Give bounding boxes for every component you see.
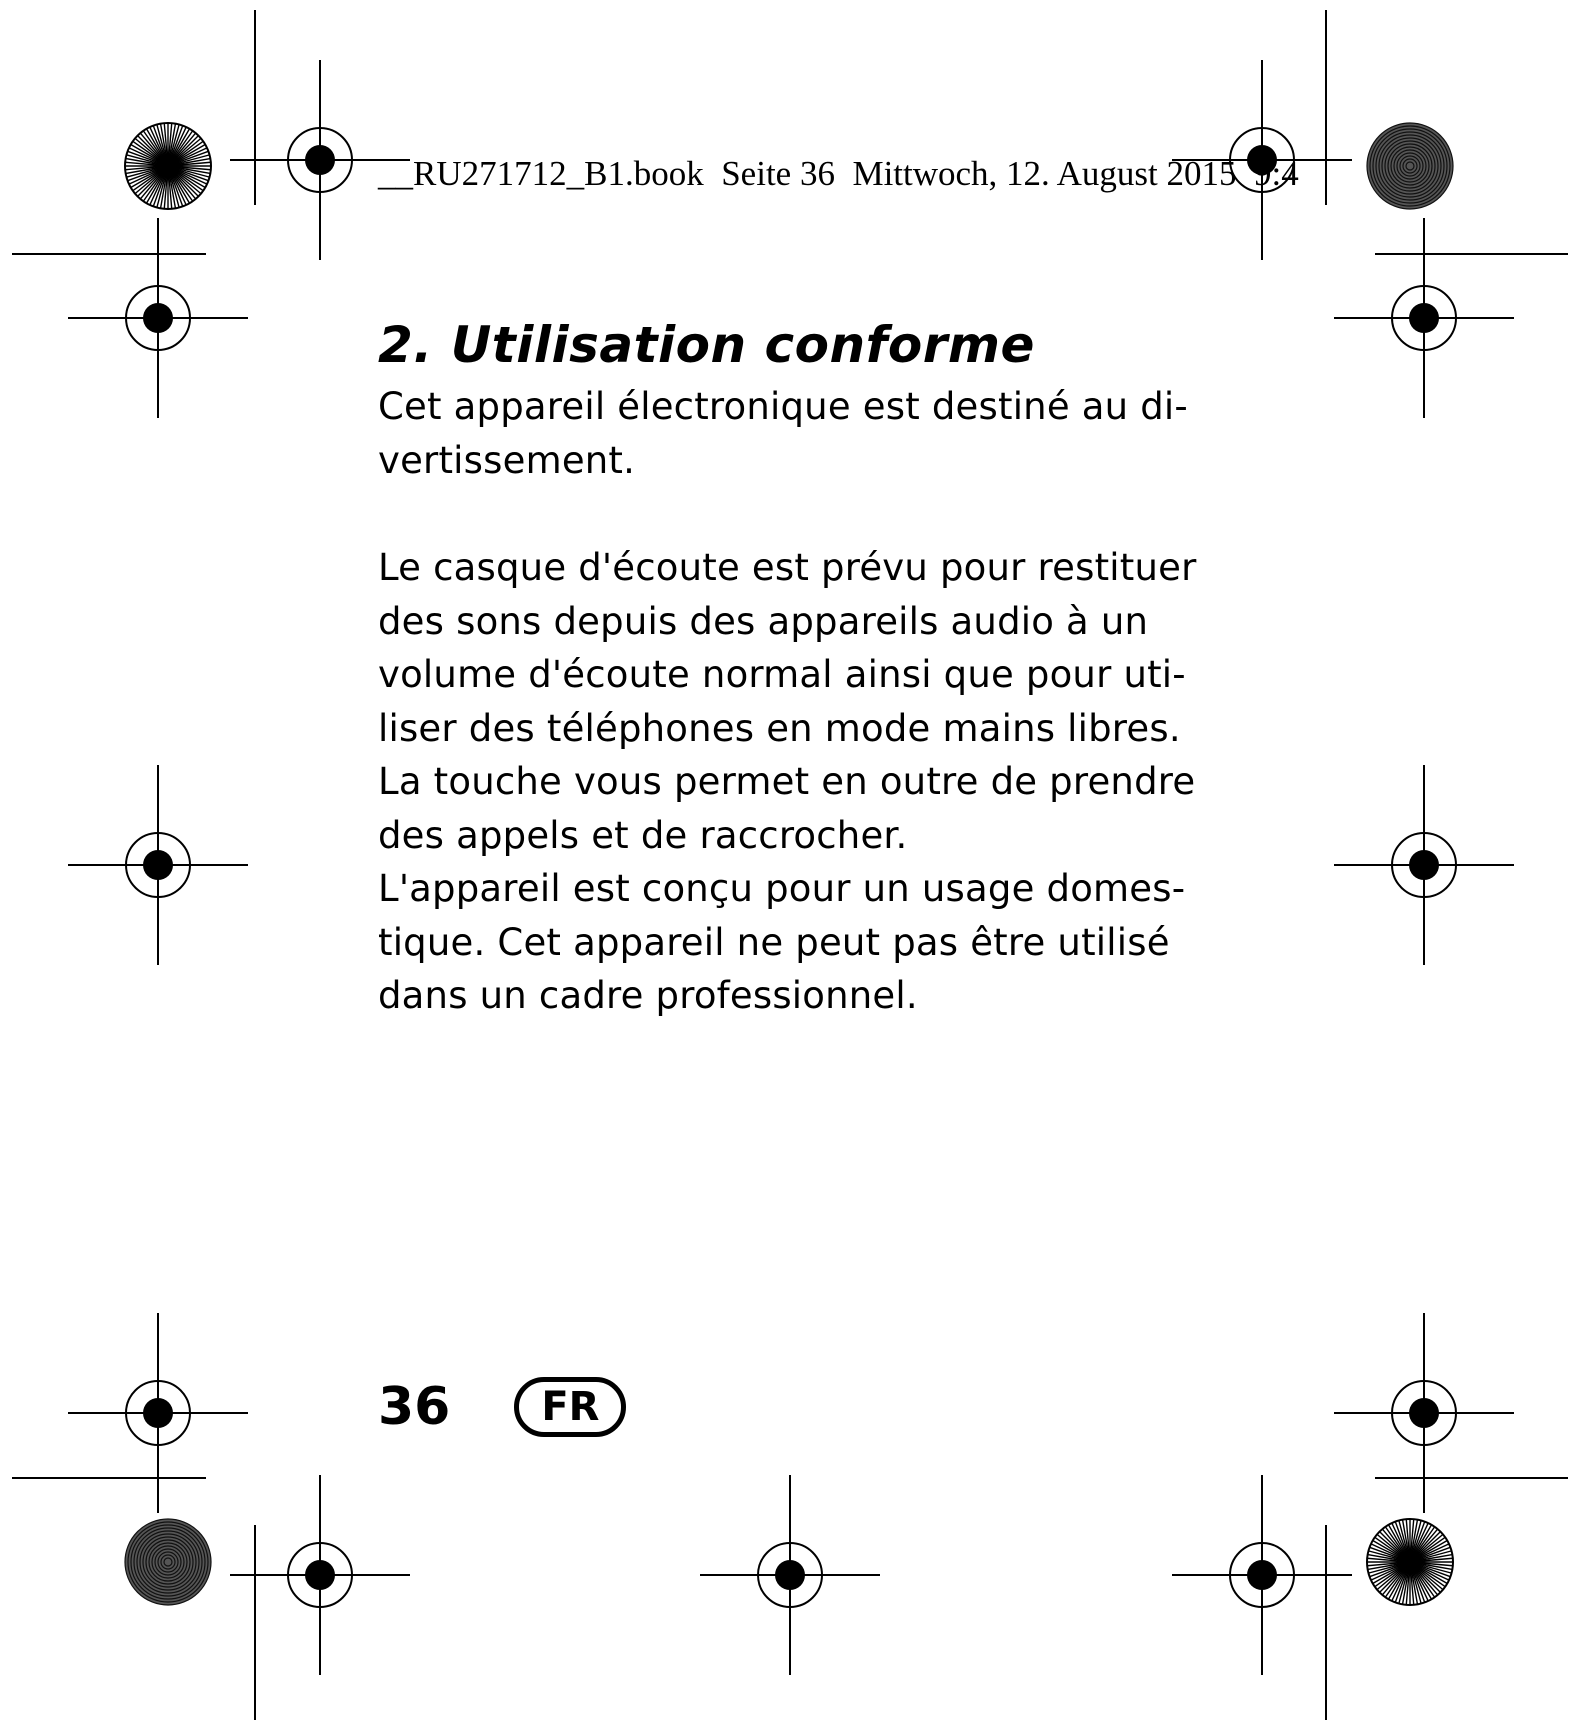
registration-target-icon [68, 765, 248, 965]
paragraph-intended-purpose [378, 380, 1198, 487]
paragraph-call-button [378, 755, 1198, 862]
text-line: Le casque d'écoute est prévu pour restituer [378, 546, 1197, 589]
starburst-mark-icon [125, 123, 211, 209]
registration-target-icon [68, 218, 248, 418]
text-line: vertissement. [378, 438, 636, 482]
registration-target-icon [68, 1313, 248, 1513]
registration-target-icon [1334, 1313, 1514, 1513]
registration-target-icon [230, 1475, 410, 1675]
paragraph-headset-usage [378, 541, 1198, 755]
text-line: volume d'écoute normal ainsi que pour uti- [378, 653, 1186, 696]
text-line: La touche vous permet en outre de prendre [378, 760, 1196, 803]
text-line: dans un cadre professionnel. [378, 974, 918, 1017]
paragraph-domestic-use [378, 862, 1198, 1023]
text-line: L'appareil est conçu pour un usage domes- [378, 867, 1186, 910]
registration-target-icon [1334, 765, 1514, 965]
registration-target-icon [1334, 218, 1514, 418]
concentric-mark-icon [125, 1519, 211, 1605]
registration-target-icon [700, 1475, 880, 1675]
page-content [378, 310, 1198, 1023]
page-number: 36 [378, 1377, 451, 1437]
section-heading: 2. Utilisation conforme [378, 316, 1035, 374]
starburst-mark-icon [1367, 1519, 1453, 1605]
text-line: Cet appareil électronique est destiné au di- [378, 385, 1188, 428]
print-slug-line: __RU271712_B1.book Seite 36 Mittwoch, 12. August 2015 9:4 [378, 154, 1299, 193]
text-line: tique. Cet appareil ne peut pas être utilisé [378, 920, 1170, 964]
page-footer [378, 1372, 626, 1442]
text-line: des appels et de raccrocher. [378, 813, 908, 857]
concentric-mark-icon [1367, 123, 1453, 209]
language-badge: FR [514, 1377, 626, 1437]
text-line: liser des téléphones en mode mains libres. [378, 706, 1181, 750]
text-line: des sons depuis des appareils audio à un [378, 599, 1149, 643]
